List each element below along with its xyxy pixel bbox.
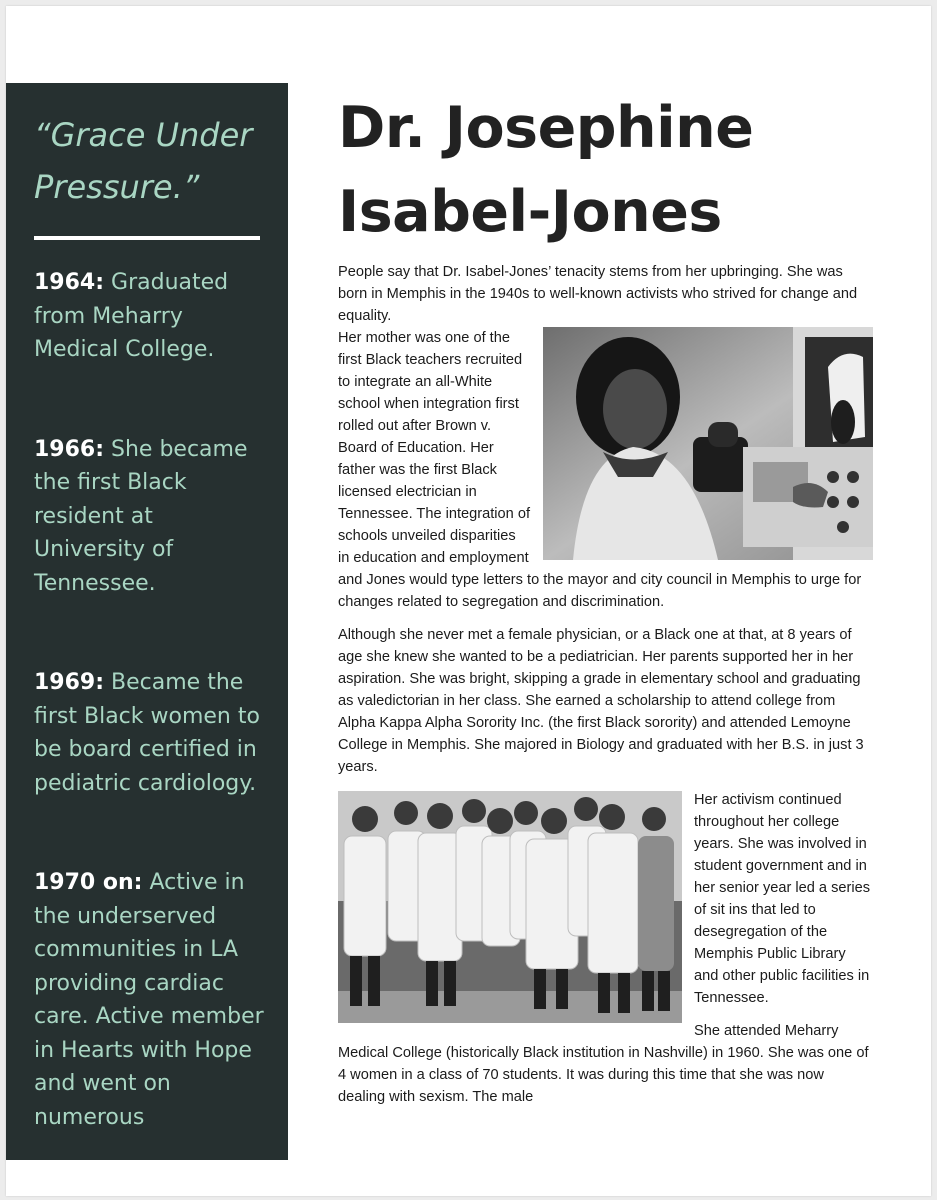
- timeline-event-1970: [34, 866, 270, 1134]
- event-text: Graduated from Meharry Medical College.: [34, 270, 229, 362]
- document-page: [6, 6, 931, 1196]
- event-text: She became the first Black resident at University of Tennessee.: [34, 436, 248, 596]
- paragraph: Her activism continued throughout her college years. She was involved in student government and in her senior year led a series of sit ins that led to desegregation of the Memphis Public Library and other public facilities in Tennessee.: [694, 792, 871, 1006]
- group-photo-image: [338, 791, 682, 1023]
- paragraph: [338, 624, 873, 778]
- event-text: Active in the underserved communities in LA providing cardiac care. Active member in Hearts with Hope and went on numerous: [34, 870, 264, 1130]
- paragraph: She attended Meharry Medical College (historically Black institution in Nashville) in 1960. She was one of 4 women in a class of 70 students. It was during this time that she was now dealing with sexism. The male: [338, 1023, 869, 1105]
- divider: [34, 236, 260, 240]
- paragraph-text: Although she never met a female physician, or a Black one at that, at 8 years of age she knew she wanted to be a pediatrician. Her parents supported her in her aspiration. She was bright, skipping a grade in elementary school and graduating as valedictorian in her class. She earned a scholarship to attend college from Alpha Kappa Alpha Sorority Inc. (the first Black sorority) and attended Lemoyne College in Memphis. She majored in Biology and graduated with her B.S. in just 3 years.: [338, 627, 864, 775]
- event-year: 1966:: [34, 436, 105, 462]
- timeline-event-1969: [34, 666, 270, 800]
- paragraph: People say that Dr. Isabel-Jones’ tenacity stems from her upbringing. She was born in Memphis in the 1940s to well-known activists who strived for change and equality.: [338, 264, 858, 324]
- portrait-photo: [543, 327, 873, 560]
- timeline-event-1964: [34, 266, 270, 367]
- event-year: 1970 on:: [34, 870, 143, 895]
- page-title: Dr. Josephine Isabel-Jones: [338, 95, 754, 245]
- event-text: Became the first Black women to be board certified in pediatric cardiology.: [34, 670, 260, 796]
- pull-quote: “Grace Under Pressure.”: [34, 116, 253, 206]
- paragraph: Her mother was one of the first Black teachers recruited to integrate an all-White school when integration first rolled out after Brown v. Board of Education. Her father was the first Black licensed electrician in Tennessee. The integration of schools unveiled disparities in education and employment and Jones would type letters to the mayor and city council in Memphis to urge for changes related to segregation and discrimination.: [338, 330, 862, 610]
- article-body: [338, 261, 873, 1119]
- portrait-photo-image: [543, 327, 873, 560]
- group-photo: [338, 791, 682, 1023]
- sidebar-timeline: [6, 83, 288, 1160]
- article: [338, 86, 868, 254]
- event-year: 1969:: [34, 670, 105, 695]
- timeline-event-1966: [34, 433, 270, 601]
- event-year: 1964:: [34, 270, 105, 295]
